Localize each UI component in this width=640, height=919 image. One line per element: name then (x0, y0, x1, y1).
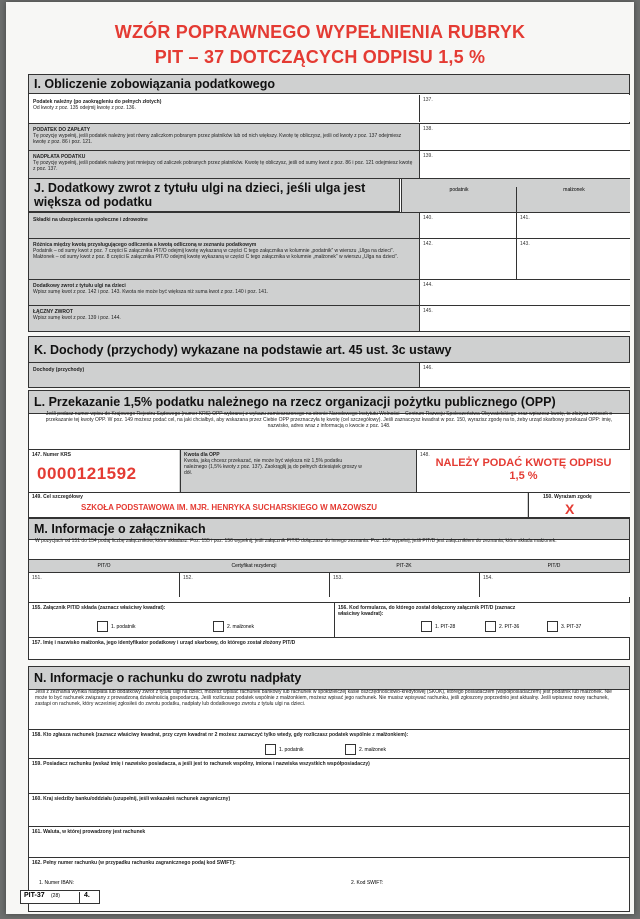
field-number: 138. (423, 126, 433, 132)
field-138[interactable] (419, 124, 630, 150)
col-pit-2k: PIT-2K (396, 563, 412, 569)
field-142[interactable] (419, 239, 516, 279)
q155-label: 155. Załącznik PIT/D składa (zaznacz właściwy kwadrat): (32, 605, 166, 611)
attachment-headers (29, 559, 629, 572)
field-number: 139. (423, 153, 433, 159)
q161-label: 161. Waluta, w której prowadzony jest rachunek (32, 829, 146, 835)
q158-opt-spouse[interactable] (345, 744, 386, 755)
checkbox[interactable] (265, 744, 276, 755)
row-label: Podatek należny (po zaokrągleniu do pełnych złotych) (33, 99, 162, 105)
column-headers (401, 179, 630, 212)
section-heading: K. Dochody (przychody) wykazane na podstawie art. 45 ust. 3c ustawy (29, 337, 629, 364)
field-153[interactable] (329, 573, 480, 597)
footer-page: 4. (79, 892, 90, 903)
row-144 (29, 279, 629, 305)
q162-label: 162. Pełny numer rachunku (w przypadku rachunku zagranicznego podaj kod SWIFT): (32, 860, 236, 866)
row-155-156 (29, 602, 629, 637)
footer-form: PIT-37 (24, 892, 45, 899)
row-label: PODATEK DO ZAPŁATY (33, 127, 91, 133)
amount-desc-cell (180, 450, 416, 492)
field-number: 145. (423, 308, 433, 314)
title-line-1: WZÓR POPRAWNEGO WYPEŁNIENIA RUBRYK (114, 22, 526, 42)
field-155 (29, 603, 334, 637)
q157-label: 157. Imię i nazwisko małżonka, jego identyfikator podatkowy i urząd skarbowy, do którego został złożony PIT/D (32, 640, 296, 646)
field-number: 148. (420, 452, 430, 458)
row-145 (29, 305, 629, 331)
section-heading: M. Informacje o załącznikach (29, 519, 629, 540)
section-child-relief (28, 178, 630, 332)
option-label: 2. małżonek (359, 746, 386, 753)
row-desc: Wpisz sumę kwot z poz. 142 i poz. 143. Kwota nie może być większa niż suma kwot z poz. 140 i poz. 141. (33, 289, 269, 295)
q156-label: 156. Kod formularza, do którego został dołączony załącznik PIT/D (zaznacz właściwy kwadrat): (338, 605, 516, 617)
checkbox[interactable] (213, 621, 224, 632)
section-heading: J. Dodatkowy zwrot z tytułu ulgi na dzieci, jeśli ulga jest większa od podatku (29, 179, 400, 212)
section-desc: Jeśli z zeznania wynika nadpłata lub dodatkowy zwrot z tytułu ulgi na dzieci, możesz wpisać rachunek bankowy lub rachunek w spółdzielczej kasie oszczędnościowo-kredytowej (SKOK), którego posiadaczem (współposiadaczem) jest podatnik lub małżonek. Nie może to być rachunek związany z prowadzoną działalnością gospodarczą. Jeśli rozliczasz podatek wspólnie z małżonkiem, możesz wpisać jego rachunek. Nie musisz wpisywać rachunku, jeśli zgłoszony poprzednio jest aktualny. Jeśli wpiszesz nowy rachunek, zastąpi on rachunek, który wcześniej zgłosiłeś do zwrotu podatku, nadpłaty lub dodatkowego zwrotu z tytułu ulgi na dzieci. (35, 689, 612, 707)
krs-label: 147. Numer KRS (32, 452, 71, 458)
option-label: 3. PIT-37 (561, 623, 582, 630)
field-156 (334, 603, 630, 637)
field-159[interactable] (29, 758, 629, 793)
checkbox[interactable] (97, 621, 108, 632)
col-certificate: Certyfikat rezydencji (231, 563, 277, 569)
q155-opt-taxpayer[interactable] (97, 621, 135, 632)
row-146 (29, 362, 629, 387)
title-line-2: PIT – 37 DOTCZĄCYCH ODPISU 1,5 % (154, 47, 486, 67)
option-label: 1. podatnik (279, 746, 304, 753)
section-tax-liability (28, 74, 630, 180)
section-attachments (28, 518, 630, 660)
row-label: NADPŁATA PODATKU (33, 154, 86, 160)
consent-checkbox[interactable] (528, 493, 630, 517)
field-number: 142. (423, 241, 433, 247)
row-137 (29, 95, 629, 122)
col-pit-o: PIT/O (97, 563, 111, 569)
row-label: Składki na ubezpieczenia społeczne i zdrowotne (33, 217, 148, 223)
col-spouse: małżonek (516, 187, 631, 212)
q158-opt-taxpayer[interactable] (265, 744, 303, 755)
field-139[interactable] (419, 151, 630, 179)
row-label: Dochody (przychody) (33, 367, 85, 373)
section-desc: W pozycjach od 151 do 154 podaj liczbę załączników, które składasz. Poz. 155 i poz. 156 wypełnij, jeśli załącznik PIT/D dołączasz do innego zeznania. Poz. 157 wypełnij, jeśli PIT/D jest załącznikiem do zeznania, które składa małżonek. (35, 538, 557, 544)
section-opp (28, 390, 630, 518)
row-149 (29, 492, 629, 517)
row-142 (29, 238, 629, 279)
option-label: 1. PIT-28 (435, 623, 456, 630)
q156-opt-pit36[interactable] (485, 621, 519, 632)
field-krs[interactable] (29, 450, 179, 492)
option-label: 2. małżonek (227, 623, 254, 630)
q156-opt-pit28[interactable] (421, 621, 455, 632)
col-pit-d: PIT/D (547, 563, 561, 569)
field-137[interactable] (419, 95, 630, 122)
field-146[interactable] (419, 363, 630, 387)
checkbox[interactable] (345, 744, 356, 755)
attachment-counts (29, 572, 629, 597)
field-number: 141. (520, 215, 530, 221)
field-number: 151. (32, 575, 42, 581)
q155-opt-spouse[interactable] (213, 621, 254, 632)
field-158 (29, 729, 629, 758)
field-161[interactable] (29, 826, 629, 857)
field-151[interactable] (29, 573, 179, 597)
option-label: 2. PIT-36 (499, 623, 520, 630)
swift-field[interactable]: 2. Kod SWIFT: (351, 880, 384, 886)
footer-version: (28) (51, 893, 60, 899)
field-number: 154. (483, 575, 493, 581)
field-number: 143. (520, 241, 530, 247)
row-desc: Od kwoty z poz. 135 odejmij kwotę z poz. 136. (33, 105, 136, 111)
goal-value: SZKOŁA PODSTAWOWA IM. MJR. HENRYKA SUCHARSKIEGO W MAZOWSZU (81, 503, 377, 512)
q160-label: 160. Kraj siedziby banku/oddziału (uzupełnij, jeśli wskazałeś rachunek zagraniczny) (32, 796, 231, 802)
row-opp-values (29, 449, 629, 492)
row-desc: Tę pozycję wypełnij, jeśli podatek należny jest mniejszy od zaliczek pobranych przez płatników. Kwotę tę obliczysz, jeśli od sumy kwot z poz. 86 i poz. 121 odejmiesz kwotę z poz. 137. (33, 160, 413, 172)
section-bank-account (28, 666, 630, 912)
row-139 (29, 150, 629, 179)
field-number: 152. (183, 575, 193, 581)
section-heading: I. Obliczenie zobowiązania podatkowego (29, 75, 629, 94)
amount-note: NALEŻY PODAĆ KWOTĘ ODPISU 1,5 % (435, 457, 612, 482)
checkbox[interactable] (547, 621, 558, 632)
amount-label: Kwota dla OPP (184, 452, 220, 458)
row-140 (29, 212, 629, 238)
goal-label: 149. Cel szczegółowy (32, 494, 83, 500)
amount-desc: Kwota, jaką chcesz przekazać, nie może być większa niż 1,5% podatku należnego (1,5% kwoty z poz. 137). Zaokrąglij ją do pełnych dziesiątek groszy w dół. (184, 458, 362, 476)
row-desc: Tę pozycję wypełnij, jeśli podatek należny jest równy zaliczkom pobranym przez płatników lub od nich większy. Kwotę tę obliczysz, jeśli od kwoty z poz. 137 odejmiesz kwotę z poz. 86 i poz. 121. (33, 133, 402, 145)
field-number: 146. (423, 365, 433, 371)
field-162 (29, 857, 629, 893)
consent-mark: X (565, 501, 575, 517)
section-desc: Jeśli podasz numer wpisu do Krajowego Rejestru Sądowego (numer KRS) OPP wybranej z wykazu zamieszczonego na stronie Narodowego Instytutu Wolności – Centrum Rozwoju Społeczeństwa Obywatelskiego oraz wpiszesz kwotę, to złożysz wniosek o przekazanie tej kwoty OPP. W poz. 149 możesz podać cel, na jaki chciałbyś, aby wskazana przez Ciebie OPP przeznaczyła tę kwotę (cel szczegółowy). Jeśli zaznaczysz kwadrat w poz. 150, wyrazisz zgodę na to, żeby urząd skarbowy przekazał OPP: imię, nazwisko, adres wraz z informacją o kwocie z poz. 148. (45, 411, 613, 429)
field-152[interactable] (179, 573, 330, 597)
q158-label: 158. Kto zgłasza rachunek (zaznacz właściwy kwadrat, przy czym kwadrat nr 2 możesz zaznaczyć tylko wtedy, gdy rozliczasz podatek wspólnie z małżonkiem): (32, 732, 409, 738)
checkbox[interactable] (485, 621, 496, 632)
field-154[interactable] (479, 573, 630, 597)
form-sheet (6, 2, 634, 914)
q159-label: 159. Posiadacz rachunku (wskaż imię i nazwisko posiadacza, a jeśli jest to rachunek wspólny, imiona i nazwiska wszystkich współposiadaczy) (32, 761, 370, 767)
field-140[interactable] (419, 213, 516, 238)
field-160[interactable] (29, 793, 629, 826)
option-label: 1. podatnik (111, 623, 136, 630)
row-label: ŁĄCZNY ZWROT (33, 309, 73, 315)
consent-label: 150. Wyrażam zgodę (543, 494, 592, 500)
iban-field[interactable]: 1. Numer IBAN: (39, 880, 75, 886)
row-desc: Wpisz sumę kwot z poz. 139 i poz. 144. (33, 315, 121, 321)
field-number: 140. (423, 215, 433, 221)
section-heading: N. Informacje o rachunku do zwrotu nadpłaty (29, 667, 629, 690)
krs-value: 0000121592 (37, 464, 137, 483)
row-138 (29, 123, 629, 150)
field-number: 137. (423, 97, 433, 103)
field-148[interactable] (416, 450, 630, 492)
form-footer (20, 890, 100, 904)
field-145[interactable] (419, 306, 630, 331)
field-149[interactable] (29, 493, 527, 517)
row-label: Różnica między kwotą przysługującego odliczenia a kwotą odliczoną w zeznaniu podatkowym (33, 242, 257, 248)
row-label: Dodatkowy zwrot z tytułu ulgi na dzieci (33, 283, 126, 289)
field-141[interactable] (516, 213, 630, 238)
section-income (28, 336, 630, 388)
field-144[interactable] (419, 280, 630, 305)
checkbox[interactable] (421, 621, 432, 632)
col-taxpayer: podatnik (449, 187, 469, 193)
section-heading: L. Przekazanie 1,5% podatku należnego na rzecz organizacji pożytku publicznego (OPP) (29, 391, 629, 414)
field-number: 153. (333, 575, 343, 581)
field-number: 144. (423, 282, 433, 288)
q156-opt-pit37[interactable] (547, 621, 581, 632)
field-143[interactable] (516, 239, 630, 279)
row-desc: Podatnik – od sumy kwot z poz. 7 części E załącznika PIT/O odejmij kwotę wykazaną w części C tego załącznika w kolumnie „podatnik” w wierszu „Ulga na dzieci”. Małżonek – od sumy kwot z poz. 8 części E załącznika PIT/O odejmij kwotę wykazaną w części C tego załącznika w kolumnie „małżonek” w wierszu „Ulga na dzieci”. (33, 248, 399, 260)
field-157[interactable] (29, 637, 629, 659)
